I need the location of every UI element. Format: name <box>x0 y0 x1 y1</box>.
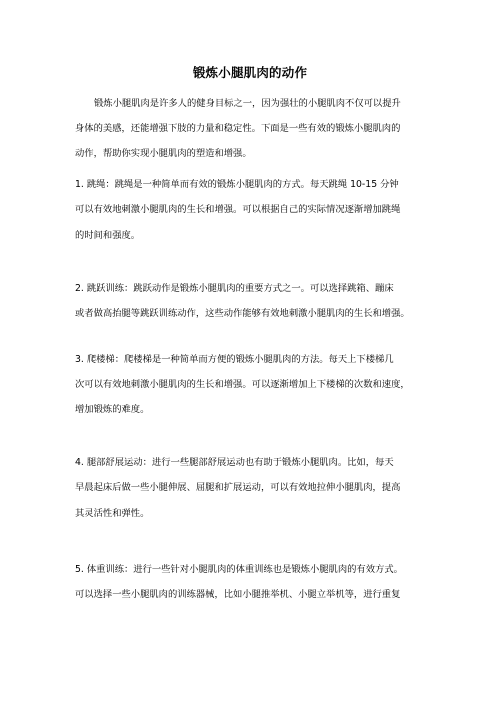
item-4-line: 4. 腿部舒展运动：进行一些腿部舒展运动也有助于锻炼小腿肌肉。比如，每天 <box>75 457 394 468</box>
item-3-line: 3. 爬楼梯：爬楼梯是一种简单而方便的锻炼小腿肌肉的方法。每天上下楼梯几 <box>75 354 394 365</box>
item-2-line: 或者做高抬腿等跳跃训练动作，这些动作能够有效地刺激小腿肌肉的生长和增强。 <box>75 308 410 319</box>
item-1-line: 的时间和强度。 <box>75 230 141 241</box>
item-3-line: 次可以有效地刺激小腿肌肉的生长和增强。可以逐渐增加上下楼梯的次数和速度， <box>75 379 410 390</box>
document-page <box>75 0 425 702</box>
document-title: 锻炼小腿肌肉的动作 <box>192 65 308 80</box>
item-1-line: 1. 跳绳：跳绳是一种简单而有效的锻炼小腿肌肉的方式。每天跳绳 10-15 分钟 <box>75 179 399 190</box>
intro-line: 锻炼小腿肌肉是许多人的健身目标之一，因为强壮的小腿肌肉不仅可以提升 <box>94 98 401 109</box>
item-5-line: 可以选择一些小腿肌肉的训练器械，比如小腿推举机、小腿立举机等，进行重复 <box>75 589 401 600</box>
item-1-line: 可以有效地刺激小腿肌肉的生长和增强。可以根据自己的实际情况逐渐增加跳绳 <box>75 204 401 215</box>
intro-line: 身体的美感，还能增强下肢的力量和稳定性。下面是一些有效的锻炼小腿肌肉的 <box>75 123 401 134</box>
item-4-line: 早晨起床后做一些小腿伸展、屈腿和扩展运动，可以有效地拉伸小腿肌肉，提高 <box>75 482 401 493</box>
item-2-line: 2. 跳跃训练：跳跃动作是锻炼小腿肌肉的重要方式之一。可以选择跳箱、蹦床 <box>75 283 394 294</box>
item-5-line: 5. 体重训练：进行一些针对小腿肌肉的体重训练也是锻炼小腿肌肉的有效方式。 <box>75 564 403 575</box>
item-3-line: 增加锻炼的难度。 <box>75 404 150 415</box>
item-4-line: 其灵活性和弹性。 <box>75 508 150 519</box>
intro-line: 动作，帮助你实现小腿肌肉的塑造和增强。 <box>75 148 252 159</box>
